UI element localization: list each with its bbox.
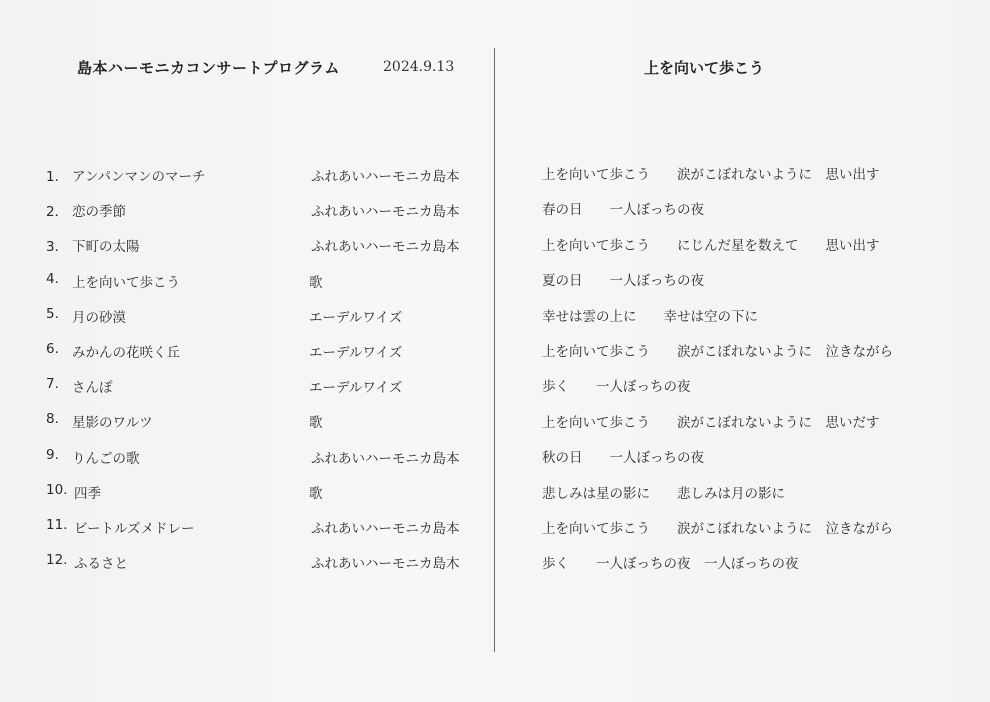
program-item <box>46 235 486 270</box>
program-number: 5. <box>46 305 59 322</box>
program-number: 10. <box>46 481 68 498</box>
lyric-line: 上を向いて歩こう 涙がこぼれないように 泣きながら <box>542 520 893 537</box>
program-song-title: 下町の太陽 <box>72 239 140 256</box>
program-item <box>46 376 486 411</box>
program-number: 8. <box>46 411 59 428</box>
program-performer: ふれあいハーモニカ島本 <box>311 450 460 467</box>
lyric-line: 歩く 一人ぼっちの夜 一人ぼっちの夜 <box>542 556 799 573</box>
program-song-title: 上を向いて歩こう <box>72 274 180 291</box>
lyrics-block <box>542 163 972 588</box>
program-number: 3． <box>46 239 69 256</box>
lyric-line: 上を向いて歩こう 涙がこぼれないように 思い出す <box>542 167 880 183</box>
program-number: 9. <box>46 446 59 463</box>
lyric-line: 上を向いて歩こう 涙がこぼれないように 泣きながら <box>542 343 893 360</box>
lyric-line: 春の日 一人ぼっちの夜 <box>542 202 704 219</box>
program-item <box>46 447 486 482</box>
program-number: 11. <box>46 516 68 533</box>
program-title: 島本ハーモニカコンサートプログラム <box>77 59 340 77</box>
program-song-title: 星影のワルツ <box>72 415 153 432</box>
program-performer: ふれあいハーモニカ島木 <box>311 556 460 573</box>
lyric-line: 歩く 一人ぼっちの夜 <box>542 379 691 396</box>
program-performer: 歌 <box>309 415 323 432</box>
lyric-line: 上を向いて歩こう 涙がこぼれないように 思いだす <box>542 414 880 431</box>
program-song-title: 月の砂漠 <box>72 309 126 326</box>
lyric-line: 秋の日 一人ぼっちの夜 <box>542 450 704 467</box>
lyric-line: 幸せは雲の上に 幸せは空の下に <box>542 308 758 325</box>
program-performer: 歌 <box>309 274 323 291</box>
program-song-title: さんぽ <box>72 380 113 397</box>
program-number: 7. <box>46 376 59 393</box>
program-performer: ふれあいハーモニカ島本 <box>311 204 460 221</box>
program-number: 12. <box>46 552 68 569</box>
program-performer: エーデルワイズ <box>309 344 403 361</box>
program-item <box>46 411 486 446</box>
program-item <box>46 517 486 552</box>
program-song-title: ふるさと <box>74 556 128 573</box>
program-song-title: アンパンマンのマーチ <box>72 169 206 185</box>
program-performer: エーデルワイズ <box>309 380 403 397</box>
program-song-title: 恋の季節 <box>72 204 126 221</box>
program-performer: 歌 <box>309 485 323 502</box>
program-performer: ふれあいハーモニカ島本 <box>311 169 460 185</box>
program-song-title: ビートルズメドレー <box>74 520 195 537</box>
program-date: 2024.9.13 <box>383 59 455 75</box>
program-list <box>46 165 486 587</box>
program-number: 6. <box>46 340 59 357</box>
lyric-line: 悲しみは星の影に 悲しみは月の影に <box>542 485 785 502</box>
program-item <box>46 165 486 200</box>
program-performer: エーデルワイズ <box>309 309 403 326</box>
page-divider <box>494 48 495 652</box>
program-performer: ふれあいハーモニカ島本 <box>311 520 460 537</box>
lyrics-title: 上を向いて歩こう <box>644 59 765 77</box>
lyric-line: 夏の日 一人ぼっちの夜 <box>542 273 704 290</box>
lyric-line: 上を向いて歩こう にじんだ星を数えて 思い出す <box>542 237 880 254</box>
program-number: 4. <box>46 270 59 287</box>
program-song-title: みかんの花咲く丘 <box>72 344 180 361</box>
program-number: 2． <box>46 204 69 221</box>
program-item <box>46 200 486 235</box>
program-song-title: りんごの歌 <box>72 450 140 467</box>
program-number: 1． <box>46 169 69 185</box>
program-item <box>46 306 486 341</box>
program-performer: ふれあいハーモニカ島本 <box>311 239 460 256</box>
program-song-title: 四季 <box>74 485 101 502</box>
program-item <box>46 341 486 376</box>
program-item <box>46 271 486 306</box>
program-item <box>46 552 486 587</box>
program-item <box>46 482 486 517</box>
